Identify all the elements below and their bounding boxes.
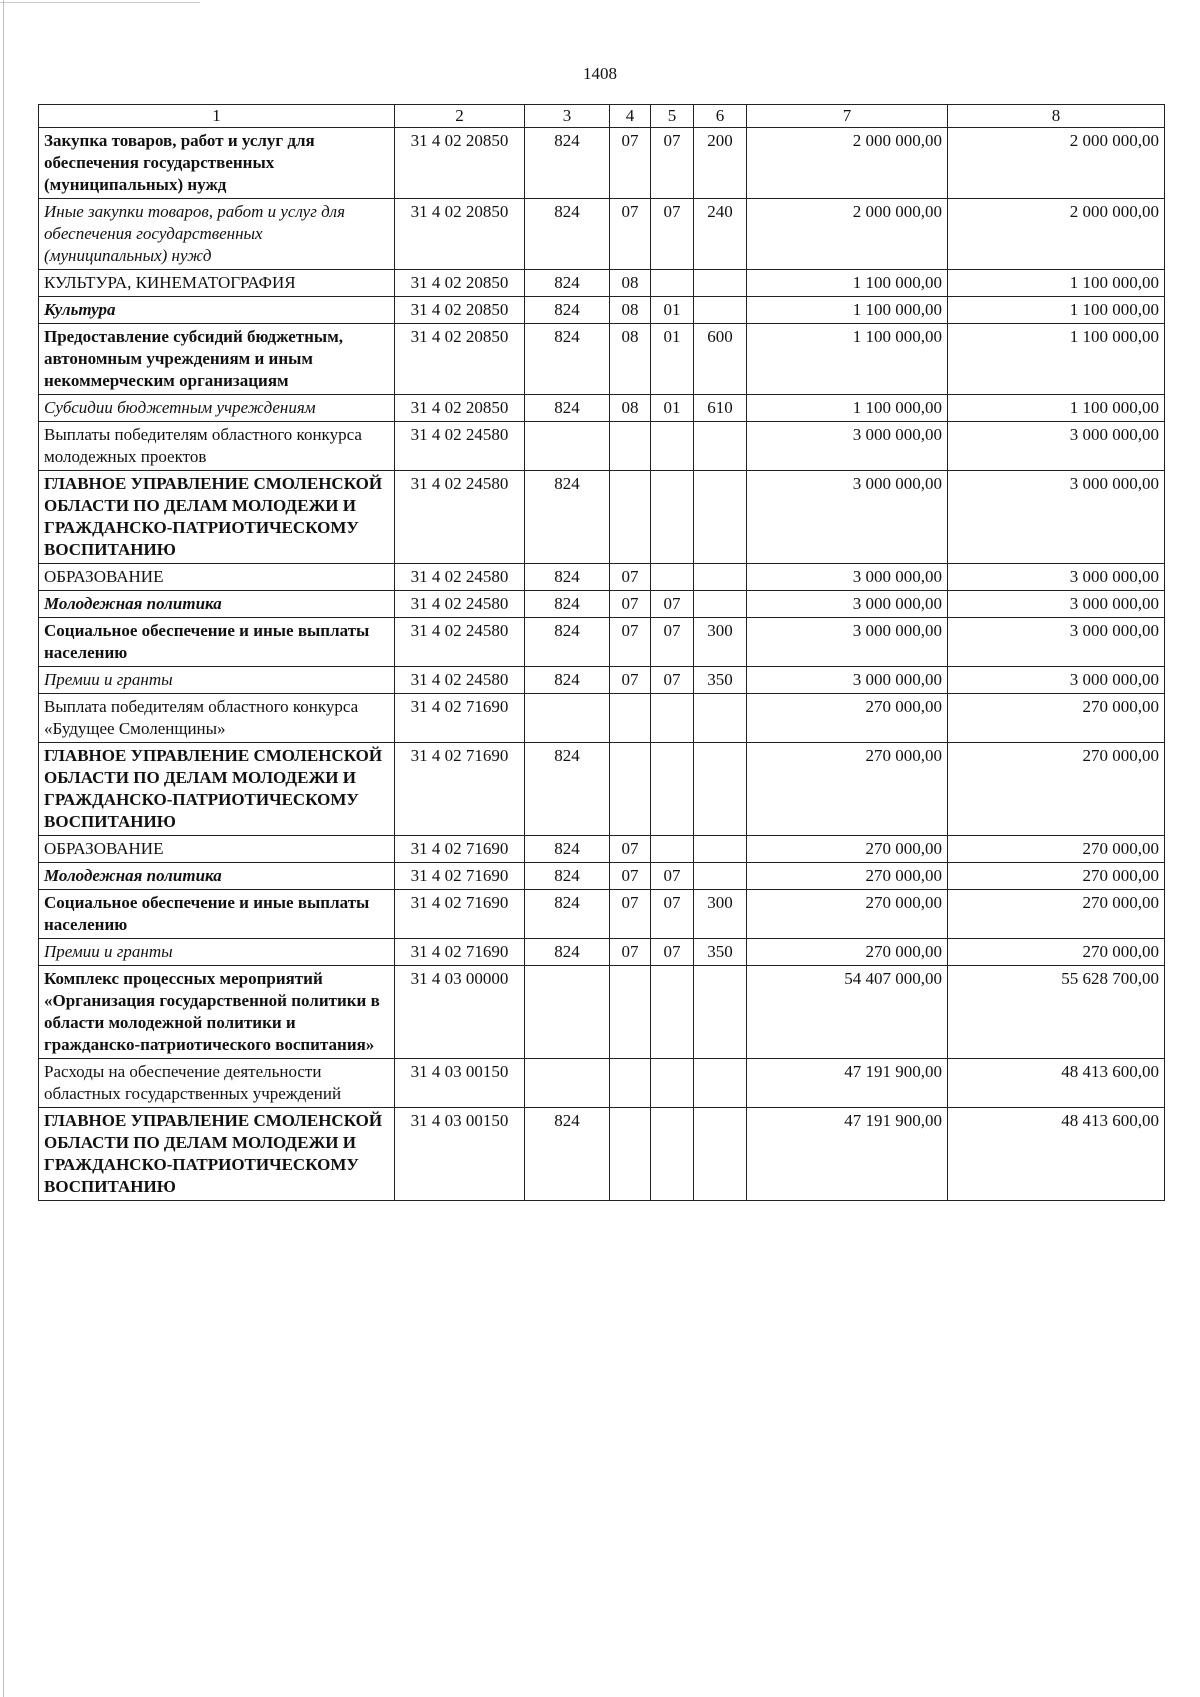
cell-section: 07 bbox=[610, 836, 651, 863]
cell-section bbox=[610, 471, 651, 564]
cell-amount-year2: 3 000 000,00 bbox=[948, 618, 1165, 667]
cell-subsection: 07 bbox=[651, 618, 694, 667]
cell-name: Культура bbox=[39, 297, 395, 324]
cell-admin-code bbox=[525, 966, 610, 1059]
cell-amount-year1: 270 000,00 bbox=[747, 743, 948, 836]
table-body bbox=[39, 105, 1165, 1201]
cell-admin-code: 824 bbox=[525, 270, 610, 297]
cell-section: 07 bbox=[610, 890, 651, 939]
cell-admin-code: 824 bbox=[525, 1108, 610, 1201]
cell-admin-code: 824 bbox=[525, 395, 610, 422]
cell-name: ГЛАВНОЕ УПРАВЛЕНИЕ СМОЛЕНСКОЙ ОБЛАСТИ ПО ДЕЛАМ МОЛОДЕЖИ И ГРАЖДАНСКО-ПАТРИОТИЧЕСКОМУ ВОСПИТАНИЮ bbox=[39, 1108, 395, 1201]
cell-name: ГЛАВНОЕ УПРАВЛЕНИЕ СМОЛЕНСКОЙ ОБЛАСТИ ПО ДЕЛАМ МОЛОДЕЖИ И ГРАЖДАНСКО-ПАТРИОТИЧЕСКОМУ ВОСПИТАНИЮ bbox=[39, 743, 395, 836]
cell-expense-type bbox=[694, 297, 747, 324]
cell-amount-year1: 1 100 000,00 bbox=[747, 270, 948, 297]
table-row bbox=[39, 890, 1165, 939]
cell-name: Выплаты победителям областного конкурса молодежных проектов bbox=[39, 422, 395, 471]
cell-amount-year1: 1 100 000,00 bbox=[747, 297, 948, 324]
cell-section: 07 bbox=[610, 128, 651, 199]
table-row bbox=[39, 694, 1165, 743]
cell-expense-type: 240 bbox=[694, 199, 747, 270]
cell-expense-type: 600 bbox=[694, 324, 747, 395]
cell-target-article: 31 4 02 71690 bbox=[395, 694, 525, 743]
page-number: 1408 bbox=[583, 64, 617, 83]
cell-name: Предоставление субсидий бюджетным, автономным учреждениям и иным некоммерческим организациям bbox=[39, 324, 395, 395]
cell-subsection: 07 bbox=[651, 667, 694, 694]
cell-expense-type bbox=[694, 966, 747, 1059]
cell-section: 07 bbox=[610, 667, 651, 694]
cell-section: 07 bbox=[610, 939, 651, 966]
table-row bbox=[39, 966, 1165, 1059]
cell-admin-code: 824 bbox=[525, 667, 610, 694]
cell-section bbox=[610, 1108, 651, 1201]
cell-admin-code bbox=[525, 694, 610, 743]
cell-name: ГЛАВНОЕ УПРАВЛЕНИЕ СМОЛЕНСКОЙ ОБЛАСТИ ПО ДЕЛАМ МОЛОДЕЖИ И ГРАЖДАНСКО-ПАТРИОТИЧЕСКОМУ ВОСПИТАНИЮ bbox=[39, 471, 395, 564]
cell-amount-year2: 270 000,00 bbox=[948, 694, 1165, 743]
cell-name: Расходы на обеспечение деятельности областных государственных учреждений bbox=[39, 1059, 395, 1108]
cell-target-article: 31 4 02 20850 bbox=[395, 199, 525, 270]
cell-subsection bbox=[651, 270, 694, 297]
cell-admin-code: 824 bbox=[525, 939, 610, 966]
cell-admin-code: 824 bbox=[525, 743, 610, 836]
cell-target-article: 31 4 02 71690 bbox=[395, 743, 525, 836]
table-row bbox=[39, 618, 1165, 667]
cell-amount-year2: 270 000,00 bbox=[948, 890, 1165, 939]
table-row bbox=[39, 297, 1165, 324]
cell-amount-year2: 55 628 700,00 bbox=[948, 966, 1165, 1059]
cell-section: 08 bbox=[610, 395, 651, 422]
cell-name: Социальное обеспечение и иные выплаты населению bbox=[39, 890, 395, 939]
cell-amount-year1: 1 100 000,00 bbox=[747, 395, 948, 422]
table-row bbox=[39, 591, 1165, 618]
cell-subsection: 07 bbox=[651, 939, 694, 966]
column-number-header-row bbox=[39, 105, 1165, 128]
cell-section bbox=[610, 743, 651, 836]
cell-expense-type: 300 bbox=[694, 890, 747, 939]
cell-admin-code: 824 bbox=[525, 199, 610, 270]
cell-target-article: 31 4 03 00150 bbox=[395, 1108, 525, 1201]
cell-subsection bbox=[651, 1108, 694, 1201]
cell-target-article: 31 4 02 24580 bbox=[395, 667, 525, 694]
cell-amount-year1: 270 000,00 bbox=[747, 836, 948, 863]
cell-expense-type: 350 bbox=[694, 939, 747, 966]
column-header: 8 bbox=[948, 105, 1165, 128]
cell-target-article: 31 4 03 00000 bbox=[395, 966, 525, 1059]
cell-target-article: 31 4 02 20850 bbox=[395, 128, 525, 199]
cell-amount-year2: 1 100 000,00 bbox=[948, 270, 1165, 297]
cell-section: 08 bbox=[610, 324, 651, 395]
cell-amount-year2: 3 000 000,00 bbox=[948, 422, 1165, 471]
cell-name: ОБРАЗОВАНИЕ bbox=[39, 564, 395, 591]
cell-expense-type bbox=[694, 564, 747, 591]
cell-expense-type bbox=[694, 1059, 747, 1108]
cell-admin-code bbox=[525, 1059, 610, 1108]
cell-target-article: 31 4 02 24580 bbox=[395, 471, 525, 564]
cell-subsection bbox=[651, 743, 694, 836]
cell-section bbox=[610, 422, 651, 471]
cell-amount-year2: 2 000 000,00 bbox=[948, 128, 1165, 199]
cell-section bbox=[610, 966, 651, 1059]
cell-amount-year1: 2 000 000,00 bbox=[747, 128, 948, 199]
cell-name: Молодежная политика bbox=[39, 591, 395, 618]
table-row bbox=[39, 422, 1165, 471]
cell-subsection bbox=[651, 564, 694, 591]
cell-amount-year2: 3 000 000,00 bbox=[948, 667, 1165, 694]
cell-name: Социальное обеспечение и иные выплаты населению bbox=[39, 618, 395, 667]
cell-admin-code: 824 bbox=[525, 890, 610, 939]
cell-admin-code: 824 bbox=[525, 564, 610, 591]
cell-name: Комплекс процессных мероприятий «Организация государственной политики в области молодежной политики и гражданско-патриотического воспитания» bbox=[39, 966, 395, 1059]
cell-target-article: 31 4 02 71690 bbox=[395, 939, 525, 966]
cell-name: ОБРАЗОВАНИЕ bbox=[39, 836, 395, 863]
table-row bbox=[39, 199, 1165, 270]
cell-subsection: 07 bbox=[651, 591, 694, 618]
table-row bbox=[39, 1108, 1165, 1201]
cell-amount-year1: 47 191 900,00 bbox=[747, 1108, 948, 1201]
column-header: 2 bbox=[395, 105, 525, 128]
cell-subsection bbox=[651, 694, 694, 743]
cell-expense-type bbox=[694, 694, 747, 743]
cell-subsection: 01 bbox=[651, 395, 694, 422]
cell-target-article: 31 4 02 20850 bbox=[395, 270, 525, 297]
cell-section: 07 bbox=[610, 618, 651, 667]
cell-admin-code: 824 bbox=[525, 591, 610, 618]
column-header: 1 bbox=[39, 105, 395, 128]
cell-name: Молодежная политика bbox=[39, 863, 395, 890]
table-row bbox=[39, 1059, 1165, 1108]
cell-target-article: 31 4 02 20850 bbox=[395, 395, 525, 422]
cell-amount-year1: 3 000 000,00 bbox=[747, 667, 948, 694]
cell-admin-code: 824 bbox=[525, 618, 610, 667]
cell-section: 07 bbox=[610, 591, 651, 618]
cell-expense-type bbox=[694, 836, 747, 863]
cell-subsection bbox=[651, 836, 694, 863]
cell-amount-year2: 48 413 600,00 bbox=[948, 1059, 1165, 1108]
cell-section: 07 bbox=[610, 564, 651, 591]
table-row bbox=[39, 324, 1165, 395]
table-row bbox=[39, 128, 1165, 199]
cell-target-article: 31 4 03 00150 bbox=[395, 1059, 525, 1108]
cell-subsection bbox=[651, 471, 694, 564]
table-row bbox=[39, 836, 1165, 863]
cell-subsection bbox=[651, 422, 694, 471]
cell-subsection: 01 bbox=[651, 324, 694, 395]
cell-name: КУЛЬТУРА, КИНЕМАТОГРАФИЯ bbox=[39, 270, 395, 297]
cell-amount-year1: 54 407 000,00 bbox=[747, 966, 948, 1059]
cell-name: Субсидии бюджетным учреждениям bbox=[39, 395, 395, 422]
cell-amount-year1: 270 000,00 bbox=[747, 890, 948, 939]
cell-name: Выплата победителям областного конкурса «Будущее Смоленщины» bbox=[39, 694, 395, 743]
cell-amount-year2: 48 413 600,00 bbox=[948, 1108, 1165, 1201]
cell-target-article: 31 4 02 71690 bbox=[395, 863, 525, 890]
table-row bbox=[39, 939, 1165, 966]
cell-name: Иные закупки товаров, работ и услуг для обеспечения государственных (муниципальных) нужд bbox=[39, 199, 395, 270]
cell-section: 07 bbox=[610, 199, 651, 270]
cell-amount-year1: 3 000 000,00 bbox=[747, 591, 948, 618]
cell-expense-type: 300 bbox=[694, 618, 747, 667]
cell-amount-year1: 3 000 000,00 bbox=[747, 422, 948, 471]
cell-expense-type bbox=[694, 471, 747, 564]
cell-amount-year1: 270 000,00 bbox=[747, 694, 948, 743]
cell-section: 08 bbox=[610, 270, 651, 297]
cell-admin-code: 824 bbox=[525, 471, 610, 564]
column-header: 3 bbox=[525, 105, 610, 128]
cell-admin-code: 824 bbox=[525, 324, 610, 395]
cell-subsection bbox=[651, 966, 694, 1059]
table-row bbox=[39, 564, 1165, 591]
cell-amount-year2: 270 000,00 bbox=[948, 939, 1165, 966]
cell-expense-type bbox=[694, 743, 747, 836]
cell-amount-year1: 3 000 000,00 bbox=[747, 471, 948, 564]
column-header: 6 bbox=[694, 105, 747, 128]
cell-section: 07 bbox=[610, 863, 651, 890]
cell-subsection: 07 bbox=[651, 199, 694, 270]
cell-amount-year2: 1 100 000,00 bbox=[948, 297, 1165, 324]
scan-edge-line bbox=[3, 0, 4, 1697]
table-row bbox=[39, 667, 1165, 694]
cell-target-article: 31 4 02 24580 bbox=[395, 591, 525, 618]
cell-amount-year2: 3 000 000,00 bbox=[948, 471, 1165, 564]
cell-amount-year2: 1 100 000,00 bbox=[948, 395, 1165, 422]
cell-amount-year2: 3 000 000,00 bbox=[948, 591, 1165, 618]
column-header: 4 bbox=[610, 105, 651, 128]
cell-target-article: 31 4 02 20850 bbox=[395, 324, 525, 395]
cell-amount-year2: 1 100 000,00 bbox=[948, 324, 1165, 395]
column-header: 7 bbox=[747, 105, 948, 128]
cell-admin-code: 824 bbox=[525, 836, 610, 863]
cell-amount-year2: 3 000 000,00 bbox=[948, 564, 1165, 591]
table-row bbox=[39, 270, 1165, 297]
cell-subsection: 01 bbox=[651, 297, 694, 324]
cell-target-article: 31 4 02 71690 bbox=[395, 836, 525, 863]
column-header: 5 bbox=[651, 105, 694, 128]
cell-admin-code bbox=[525, 422, 610, 471]
cell-target-article: 31 4 02 24580 bbox=[395, 422, 525, 471]
cell-amount-year1: 2 000 000,00 bbox=[747, 199, 948, 270]
cell-expense-type bbox=[694, 591, 747, 618]
cell-amount-year1: 47 191 900,00 bbox=[747, 1059, 948, 1108]
cell-subsection: 07 bbox=[651, 128, 694, 199]
budget-table bbox=[38, 104, 1165, 1201]
table-row bbox=[39, 743, 1165, 836]
cell-name: Закупка товаров, работ и услуг для обеспечения государственных (муниципальных) нужд bbox=[39, 128, 395, 199]
cell-expense-type: 350 bbox=[694, 667, 747, 694]
cell-amount-year1: 270 000,00 bbox=[747, 939, 948, 966]
cell-admin-code: 824 bbox=[525, 128, 610, 199]
cell-amount-year2: 270 000,00 bbox=[948, 836, 1165, 863]
cell-expense-type bbox=[694, 863, 747, 890]
cell-amount-year2: 270 000,00 bbox=[948, 863, 1165, 890]
scan-top-line bbox=[0, 2, 200, 3]
cell-admin-code: 824 bbox=[525, 297, 610, 324]
cell-target-article: 31 4 02 24580 bbox=[395, 618, 525, 667]
cell-amount-year1: 3 000 000,00 bbox=[747, 618, 948, 667]
cell-expense-type: 200 bbox=[694, 128, 747, 199]
table-row bbox=[39, 471, 1165, 564]
cell-expense-type bbox=[694, 422, 747, 471]
cell-amount-year2: 270 000,00 bbox=[948, 743, 1165, 836]
cell-section bbox=[610, 694, 651, 743]
cell-expense-type bbox=[694, 270, 747, 297]
cell-admin-code: 824 bbox=[525, 863, 610, 890]
cell-target-article: 31 4 02 71690 bbox=[395, 890, 525, 939]
cell-subsection: 07 bbox=[651, 890, 694, 939]
cell-amount-year1: 270 000,00 bbox=[747, 863, 948, 890]
cell-subsection bbox=[651, 1059, 694, 1108]
cell-section: 08 bbox=[610, 297, 651, 324]
table-row bbox=[39, 395, 1165, 422]
cell-target-article: 31 4 02 24580 bbox=[395, 564, 525, 591]
cell-target-article: 31 4 02 20850 bbox=[395, 297, 525, 324]
cell-subsection: 07 bbox=[651, 863, 694, 890]
cell-amount-year1: 3 000 000,00 bbox=[747, 564, 948, 591]
cell-name: Премии и гранты bbox=[39, 667, 395, 694]
cell-section bbox=[610, 1059, 651, 1108]
cell-amount-year1: 1 100 000,00 bbox=[747, 324, 948, 395]
cell-expense-type bbox=[694, 1108, 747, 1201]
table-row bbox=[39, 863, 1165, 890]
cell-name: Премии и гранты bbox=[39, 939, 395, 966]
cell-amount-year2: 2 000 000,00 bbox=[948, 199, 1165, 270]
cell-expense-type: 610 bbox=[694, 395, 747, 422]
